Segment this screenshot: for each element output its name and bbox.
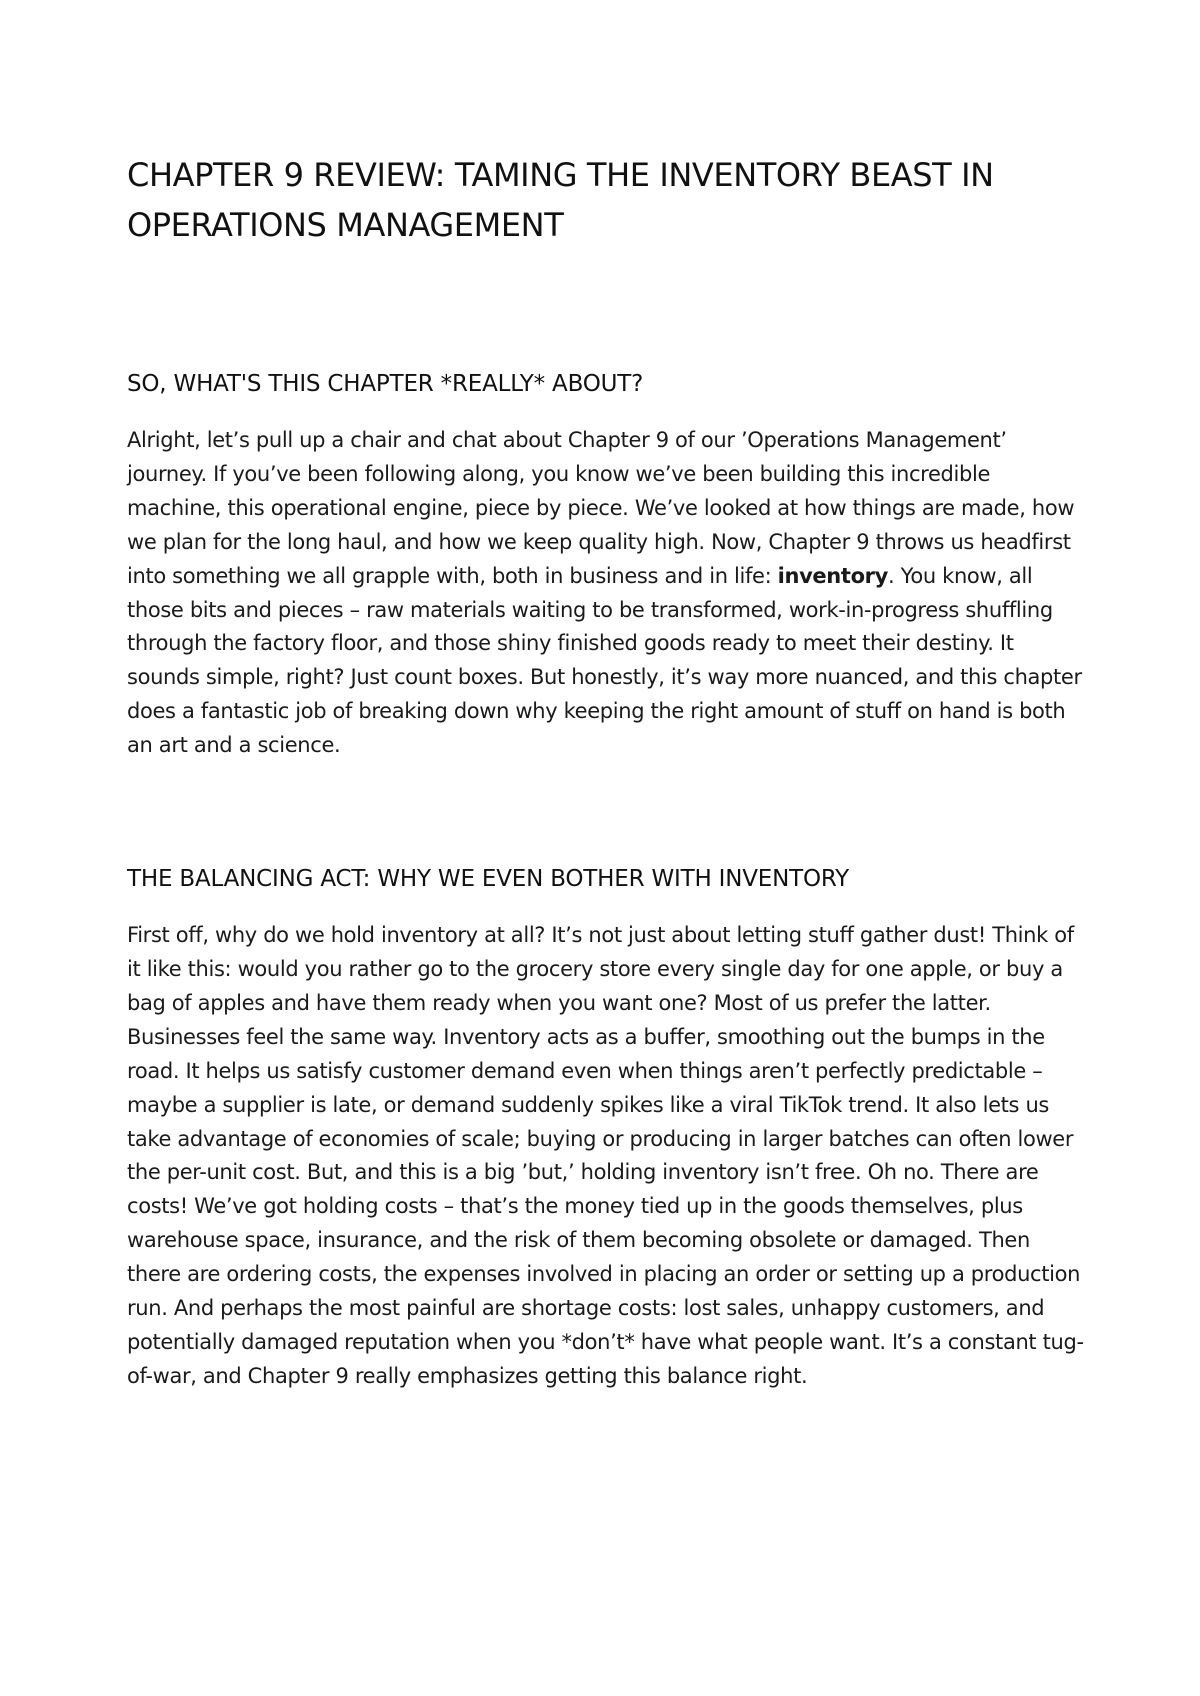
section-chapter-about: [127, 368, 1087, 763]
bold-term-inventory: inventory: [777, 563, 889, 588]
section-balancing-act: [127, 863, 1087, 1394]
section-paragraph: First off, why do we hold inventory at all? It’s not just about letting stuff gather dust! Think of it like this: would you rather go to the grocery store every single day for one apple, or buy a bag of apples and have them ready when you want one? Most of us prefer the latter. Businesses feel the same way. Inventory acts as a buffer, smoothing out the bumps in the road. It helps us satisfy customer demand even when things aren’t perfectly predictable – maybe a supplier is late, or demand suddenly spikes like a viral TikTok trend. It also lets us take advantage of economies of scale; buying or producing in larger batches can often lower the per-unit cost. But, and this is a big ’but,’ holding inventory isn’t free. Oh no. There are costs! We’ve got holding costs – that’s the money tied up in the goods themselves, plus warehouse space, insurance, and the risk of them becoming obsolete or damaged. Then there are ordering costs, the expenses involved in placing an order or setting up a production run. And perhaps the most painful are shortage costs: lost sales, unhappy customers, and potentially damaged reputation when you *don’t* have what people want. It’s a constant tug-of-war, and Chapter 9 really emphasizes getting this balance right.: [127, 923, 1084, 1388]
paragraph-text-before-bold: Alright, let’s pull up a chair and chat about Chapter 9 of our ’Operations Management’ journey. If you’ve been following along, you know we’ve been building this incredible machine, this operational engine, piece by piece. We’ve looked at how things are made, how we plan for the long haul, and how we keep quality high. Now, Chapter 9 throws us headfirst into something we all grapple with, both in business and in life:: [127, 428, 1075, 588]
document-title: CHAPTER 9 REVIEW: TAMING THE INVENTORY BEAST IN OPERATIONS MANAGEMENT: [127, 156, 994, 244]
section-heading: THE BALANCING ACT: WHY WE EVEN BOTHER WITH INVENTORY: [127, 866, 850, 893]
section-heading: SO, WHAT'S THIS CHAPTER *REALLY* ABOUT?: [127, 371, 644, 397]
paragraph-text-after-bold: . You know, all those bits and pieces – raw materials waiting to be transformed, work-in-progress shuffling through the factory floor, and those shiny finished goods ready to meet their destiny. It sounds simple, right? Just count boxes. But honestly, it’s way more nuanced, and this chapter does a fantastic job of breaking down why keeping the right amount of stuff on hand is both an art and a science.: [127, 563, 1082, 758]
document-page: [127, 150, 1087, 1394]
section-paragraph: [127, 424, 1087, 763]
